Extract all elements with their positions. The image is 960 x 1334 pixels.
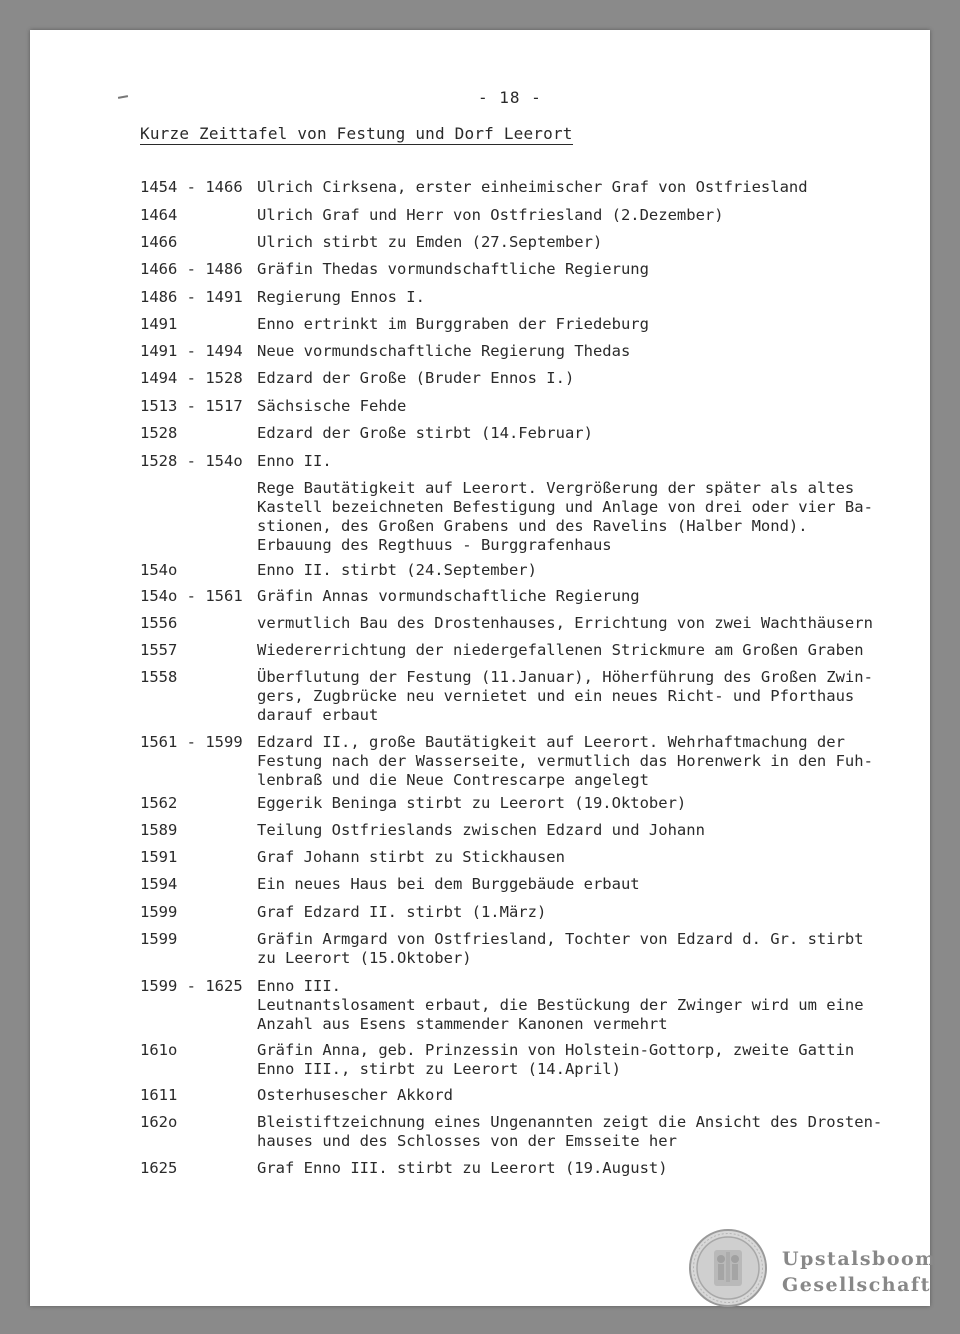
entry-text-line: Enno ertrinkt im Burggraben der Friedeburg	[257, 315, 649, 333]
stray-mark	[118, 95, 128, 99]
entry-text-line: Gräfin Annas vormundschaftliche Regierung	[257, 587, 640, 605]
entry-text-line: Enno II.	[257, 452, 332, 470]
entry-text	[257, 821, 857, 840]
entry-date: 162o	[140, 1113, 178, 1131]
entry-text	[257, 794, 857, 813]
entry-text-line: Graf Enno III. stirbt zu Leerort (19.August)	[257, 1159, 668, 1177]
entry-text-line: Leutnantslosament erbaut, die Bestückung der Zwinger wird um eine	[257, 996, 864, 1014]
entry-text	[257, 233, 857, 252]
entry-text-line: Ulrich Cirksena, erster einheimischer Graf von Ostfriesland	[257, 178, 808, 196]
entry-text-line: Sächsische Fehde	[257, 397, 407, 415]
entry-text	[257, 668, 873, 725]
entry-date: 1562	[140, 794, 178, 812]
entry-text-line: Festung nach der Wasserseite, vermutlich das Horenwerk in den Fuh-	[257, 752, 873, 770]
entry-date: 1599	[140, 903, 178, 921]
entry-date: 1528	[140, 424, 178, 442]
entry-text-line: Wiedererrichtung der niedergefallenen Strickmure am Großen Graben	[257, 641, 864, 659]
entry-text	[257, 206, 857, 225]
entry-date: 1591	[140, 848, 178, 866]
entry-text-line: Edzard der Große (Bruder Ennos I.)	[257, 369, 575, 387]
watermark-text	[782, 1246, 937, 1298]
entry-date: 1486 - 1491	[140, 288, 243, 306]
watermark-line-1: Upstalsboom	[782, 1248, 937, 1270]
entry-text	[257, 452, 857, 471]
entry-text	[257, 369, 857, 388]
entry-text-line: Gräfin Thedas vormundschaftliche Regierung	[257, 260, 649, 278]
entry-text-line: lenbraß und die Neue Contrescarpe angelegt	[257, 771, 649, 789]
entry-text	[257, 1086, 857, 1105]
entry-text-line: Graf Edzard II. stirbt (1.März)	[257, 903, 547, 921]
entry-text	[257, 733, 873, 790]
entry-text	[257, 288, 857, 307]
entry-date: 1599 - 1625	[140, 977, 243, 995]
entry-date: 1557	[140, 641, 178, 659]
entry-text-line: Osterhusescher Akkord	[257, 1086, 453, 1104]
entry-date: 1454 - 1466	[140, 178, 243, 196]
entry-text	[257, 614, 873, 633]
entry-text-line: Edzard der Große stirbt (14.Februar)	[257, 424, 593, 442]
seal-icon	[688, 1228, 768, 1308]
entry-date: 1556	[140, 614, 178, 632]
entry-date: 1466	[140, 233, 178, 251]
entry-text-line: Enno III.	[257, 977, 341, 995]
entry-text-line: Edzard II., große Bautätigkeit auf Leerort. Wehrhaftmachung der	[257, 733, 845, 751]
entry-text	[257, 1159, 857, 1178]
entry-text-line: Kastell bezeichneten Befestigung und Anlage von drei oder vier Ba-	[257, 498, 873, 516]
entry-text-line: Teilung Ostfrieslands zwischen Edzard und Johann	[257, 821, 705, 839]
entry-text	[257, 875, 857, 894]
entry-text	[257, 848, 857, 867]
entry-date: 154o - 1561	[140, 587, 243, 605]
entry-text-line: Enno II. stirbt (24.September)	[257, 561, 537, 579]
entry-date: 1611	[140, 1086, 178, 1104]
entry-date: 1464	[140, 206, 178, 224]
entry-text	[257, 930, 864, 968]
entry-date: 1599	[140, 930, 178, 948]
page-number: - 18 -	[478, 88, 542, 107]
entry-text-line: darauf erbaut	[257, 706, 379, 724]
entry-date: 1589	[140, 821, 178, 839]
entry-text-line: hauses und des Schlosses von der Emsseite her	[257, 1132, 677, 1150]
entry-text	[257, 561, 857, 580]
entry-date: 1494 - 1528	[140, 369, 243, 387]
entry-text	[257, 977, 864, 1034]
entry-text	[257, 1113, 883, 1151]
entry-date: 161o	[140, 1041, 178, 1059]
entry-date: 1594	[140, 875, 178, 893]
entry-text-line: gers, Zugbrücke neu vernietet und ein neues Richt- und Pforthaus	[257, 687, 855, 705]
entry-text-line: Eggerik Beninga stirbt zu Leerort (19.Oktober)	[257, 794, 687, 812]
entry-text	[257, 1041, 857, 1079]
entry-text	[257, 424, 857, 443]
entry-text-line: Ulrich stirbt zu Emden (27.September)	[257, 233, 603, 251]
entry-text	[257, 641, 864, 660]
entry-text	[257, 178, 857, 197]
entry-text-line: stionen, des Großen Grabens und des Ravelins (Halber Mond).	[257, 517, 808, 535]
entry-date: 1466 - 1486	[140, 260, 243, 278]
entry-date: 154o	[140, 561, 178, 579]
entry-date: 1561 - 1599	[140, 733, 243, 751]
entry-text	[257, 587, 857, 606]
entry-text	[257, 260, 857, 279]
entry-date: 1528 - 154o	[140, 452, 243, 470]
entry-text	[257, 315, 857, 334]
entry-text-line: Neue vormundschaftliche Regierung Thedas	[257, 342, 631, 360]
entry-date: 1558	[140, 668, 178, 686]
entry-text-line: Regierung Ennos I.	[257, 288, 425, 306]
entry-text-line: Überflutung der Festung (11.Januar), Höherführung des Großen Zwin-	[257, 668, 873, 686]
entry-text-line: Ein neues Haus bei dem Burggebäude erbaut	[257, 875, 640, 893]
watermark-line-2: Gesellschaft	[782, 1274, 931, 1296]
entry-date: 1625	[140, 1159, 178, 1177]
entry-text-line: Rege Bautätigkeit auf Leerort. Vergrößerung der später als altes	[257, 479, 855, 497]
entry-text	[257, 342, 857, 361]
entry-text-line: Erbauung des Regthuus - Burggrafenhaus	[257, 536, 612, 554]
entry-text-line: Anzahl aus Esens stammender Kanonen vermehrt	[257, 1015, 668, 1033]
entry-text-line: Enno III., stirbt zu Leerort (14.April)	[257, 1060, 621, 1078]
entry-text	[257, 479, 873, 555]
entry-text	[257, 397, 857, 416]
entry-date: 1491	[140, 315, 178, 333]
entry-text-line: Gräfin Anna, geb. Prinzessin von Holstein-Gottorp, zweite Gattin	[257, 1041, 855, 1059]
entry-text-line: Bleistiftzeichnung eines Ungenannten zeigt die Ansicht des Drosten-	[257, 1113, 883, 1131]
page-title: Kurze Zeittafel von Festung und Dorf Leerort	[140, 124, 573, 143]
entry-text-line: zu Leerort (15.Oktober)	[257, 949, 472, 967]
entry-text-line: vermutlich Bau des Drostenhauses, Errichtung von zwei Wachthäusern	[257, 614, 873, 632]
entry-text-line: Graf Johann stirbt zu Stickhausen	[257, 848, 565, 866]
entry-text	[257, 903, 857, 922]
entry-date: 1513 - 1517	[140, 397, 243, 415]
entry-text-line: Gräfin Armgard von Ostfriesland, Tochter von Edzard d. Gr. stirbt	[257, 930, 864, 948]
entry-text-line: Ulrich Graf und Herr von Ostfriesland (2.Dezember)	[257, 206, 724, 224]
entry-date: 1491 - 1494	[140, 342, 243, 360]
